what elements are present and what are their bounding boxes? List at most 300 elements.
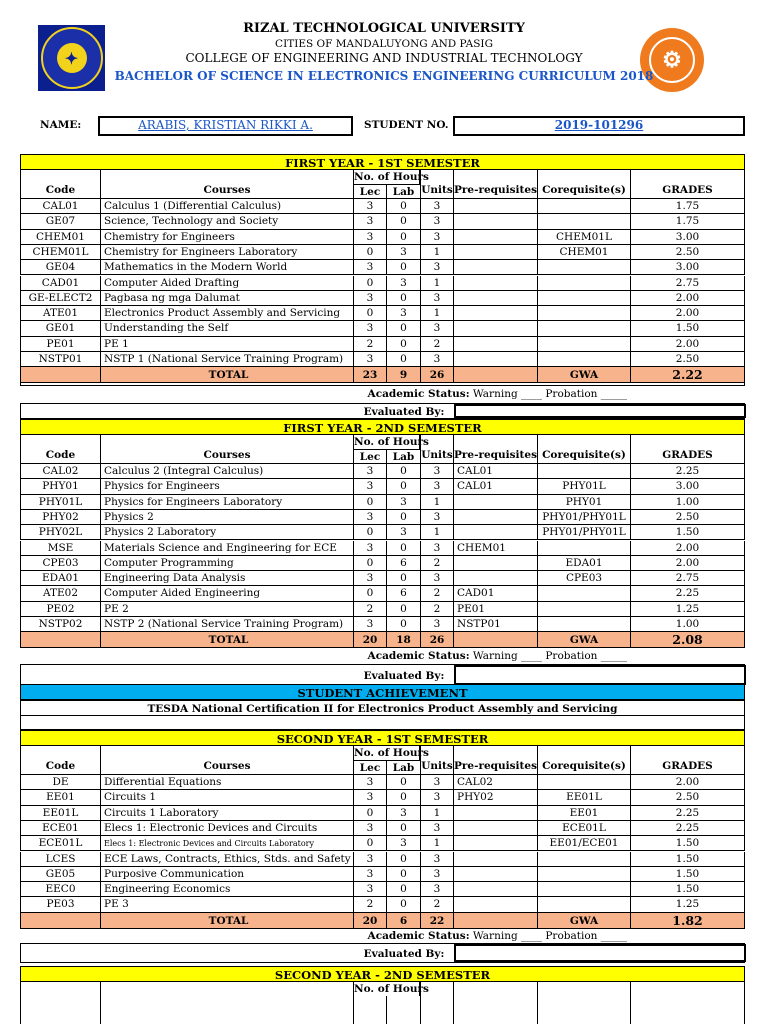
grade-cell: 2.00 (630, 541, 745, 555)
lab-cell: 0 (386, 617, 420, 631)
units-cell: 3 (420, 291, 453, 305)
total-units: 26 (420, 367, 453, 382)
lab-cell: 3 (386, 525, 420, 539)
lec-cell: 2 (353, 337, 386, 351)
evaluator-signature-box (454, 404, 746, 418)
course-title-cell: PE 1 (100, 337, 353, 351)
prereq-cell: CAL02 (453, 775, 537, 789)
course-row (20, 556, 745, 571)
lec-cell: 3 (353, 821, 386, 835)
grade-cell: 1.00 (630, 617, 745, 631)
course-row (20, 260, 745, 275)
coreq-cell (537, 214, 630, 228)
code-cell: NSTP02 (20, 617, 100, 631)
lec-cell: 3 (353, 510, 386, 524)
lab-cell: 0 (386, 464, 420, 478)
status-label: Academic Status: (367, 388, 470, 401)
units-cell: 2 (420, 556, 453, 570)
semester-bar: FIRST YEAR - 2ND SEMESTER (20, 419, 745, 435)
grade-cell: 1.50 (630, 525, 745, 539)
col-header-courses: Courses (100, 170, 353, 198)
course-title-cell: Physics for Engineers Laboratory (100, 495, 353, 509)
semester-bar: FIRST YEAR - 1ST SEMESTER (20, 154, 745, 170)
coreq-cell: PHY01/PHY01L (537, 510, 630, 524)
code-cell: CAL01 (20, 199, 100, 213)
total-blank2 (453, 913, 537, 928)
grade-cell: 2.50 (630, 510, 745, 524)
total-lab: 6 (386, 913, 420, 928)
lab-cell: 6 (386, 586, 420, 600)
lec-cell: 2 (353, 602, 386, 616)
coreq-cell (537, 276, 630, 290)
column-header-row (20, 982, 745, 1024)
course-row (20, 214, 745, 229)
col-header-grades: GRADES (630, 746, 745, 774)
code-cell: EE01 (20, 790, 100, 804)
total-blank2 (453, 367, 537, 382)
code-cell: PE03 (20, 897, 100, 911)
prereq-cell (453, 245, 537, 259)
prereq-cell: CAD01 (453, 586, 537, 600)
code-cell: EDA01 (20, 571, 100, 585)
units-cell: 3 (420, 214, 453, 228)
course-title-cell: NSTP 1 (National Service Training Program) (100, 352, 353, 366)
total-row (20, 367, 745, 383)
total-lab: 9 (386, 367, 420, 382)
prereq-cell: PE01 (453, 602, 537, 616)
units-cell: 3 (420, 617, 453, 631)
prereq-cell (453, 806, 537, 820)
grade-cell: 2.25 (630, 586, 745, 600)
prereq-cell (453, 821, 537, 835)
coreq-cell: EE01 (537, 806, 630, 820)
col-header-coreq: Corequisite(s) (537, 746, 630, 774)
lec-cell: 3 (353, 617, 386, 631)
status-options: Warning ____ Probation _____ (469, 929, 627, 942)
prereq-cell (453, 495, 537, 509)
lab-cell: 0 (386, 230, 420, 244)
lec-cell: 2 (353, 897, 386, 911)
achievement-bar: STUDENT ACHIEVEMENT (20, 684, 745, 700)
lec-cell: 3 (353, 571, 386, 585)
col-header-prereq: Pre-requisites (453, 170, 537, 198)
course-title-cell: Mathematics in the Modern World (100, 260, 353, 274)
lec-cell: 0 (353, 306, 386, 320)
coreq-cell (537, 867, 630, 881)
col-header-lec: Lec (353, 184, 386, 199)
units-cell: 2 (420, 897, 453, 911)
course-row (20, 245, 745, 260)
status-options: Warning ____ Probation _____ (469, 650, 627, 663)
total-lec: 23 (353, 367, 386, 382)
units-cell: 1 (420, 306, 453, 320)
lec-cell: 3 (353, 291, 386, 305)
column-header-row (20, 170, 745, 199)
units-cell: 2 (420, 602, 453, 616)
coreq-cell: CHEM01L (537, 230, 630, 244)
coreq-cell: CPE03 (537, 571, 630, 585)
semester-bar: SECOND YEAR - 2ND SEMESTER (20, 966, 745, 982)
total-units: 26 (420, 632, 453, 647)
lab-cell: 0 (386, 541, 420, 555)
lab-cell: 0 (386, 260, 420, 274)
course-row (20, 352, 745, 367)
course-title-cell: Purposive Communication (100, 867, 353, 881)
evaluated-by-label: Evaluated By: (363, 670, 445, 683)
coreq-cell: ECE01L (537, 821, 630, 835)
coreq-cell: CHEM01 (537, 245, 630, 259)
col-header-hours: No. of Hours (354, 171, 429, 183)
lec-cell: 3 (353, 541, 386, 555)
coreq-cell (537, 775, 630, 789)
units-cell: 1 (420, 806, 453, 820)
grade-cell: 1.50 (630, 321, 745, 335)
course-title-cell: Chemistry for Engineers Laboratory (100, 245, 353, 259)
col-header-hours: No. of Hours (354, 436, 429, 448)
prereq-cell (453, 306, 537, 320)
column-header-row (20, 746, 745, 775)
lab-cell: 0 (386, 602, 420, 616)
lab-cell: 0 (386, 321, 420, 335)
name-label: NAME: (40, 119, 82, 131)
units-cell: 3 (420, 464, 453, 478)
column-header-row (20, 435, 745, 464)
prereq-cell (453, 882, 537, 896)
coreq-cell (537, 352, 630, 366)
course-row (20, 337, 745, 352)
col-header-units: Units (420, 746, 453, 774)
program-title: BACHELOR OF SCIENCE IN ELECTRONICS ENGINEERING CURRICULUM 2018 (114, 69, 654, 83)
lec-cell: 0 (353, 806, 386, 820)
col-header-courses: Courses (100, 746, 353, 774)
col-header-prereq: Pre-requisites (453, 746, 537, 774)
college-logo: ⚙ (640, 28, 704, 92)
lab-cell: 0 (386, 852, 420, 866)
coreq-cell (537, 464, 630, 478)
academic-status (20, 648, 745, 664)
evaluator-signature-box (454, 944, 746, 962)
student-no-label: STUDENT NO. (364, 119, 449, 131)
lab-cell: 0 (386, 882, 420, 896)
col-header-lec: Lec (353, 449, 386, 464)
code-cell: PHY01 (20, 479, 100, 493)
code-cell: CHEM01 (20, 230, 100, 244)
course-title-cell: Calculus 2 (Integral Calculus) (100, 464, 353, 478)
lab-cell: 0 (386, 214, 420, 228)
coreq-cell (537, 541, 630, 555)
col-divider (537, 982, 630, 1024)
code-cell: PE02 (20, 602, 100, 616)
semester-bar: SECOND YEAR - 1ST SEMESTER (20, 730, 745, 746)
prereq-cell (453, 510, 537, 524)
col-divider (20, 982, 100, 1024)
lab-cell: 3 (386, 306, 420, 320)
lec-cell: 3 (353, 852, 386, 866)
units-cell: 1 (420, 276, 453, 290)
units-cell: 3 (420, 790, 453, 804)
course-title-cell: Elecs 1: Electronic Devices and Circuits Laboratory (100, 836, 353, 850)
col-header-prereq: Pre-requisites (453, 435, 537, 463)
lec-cell: 3 (353, 790, 386, 804)
prereq-cell (453, 897, 537, 911)
units-cell: 3 (420, 541, 453, 555)
units-cell: 3 (420, 321, 453, 335)
prereq-cell: CHEM01 (453, 541, 537, 555)
coreq-cell (537, 617, 630, 631)
course-row (20, 571, 745, 586)
evaluated-row (20, 403, 745, 419)
units-cell: 3 (420, 230, 453, 244)
prereq-cell (453, 556, 537, 570)
gwa-label: GWA (537, 913, 630, 928)
col-header-hours: No. of Hours (354, 983, 429, 995)
lec-cell: 3 (353, 214, 386, 228)
course-title-cell: Calculus 1 (Differential Calculus) (100, 199, 353, 213)
lec-cell: 3 (353, 230, 386, 244)
gwa-value: 2.08 (630, 632, 745, 647)
course-row (20, 541, 745, 556)
units-cell: 1 (420, 495, 453, 509)
coreq-cell: PHY01/PHY01L (537, 525, 630, 539)
evaluated-row (20, 943, 745, 963)
lab-cell: 0 (386, 867, 420, 881)
col-header-code: Code (20, 746, 100, 774)
course-row (20, 479, 745, 494)
course-row (20, 464, 745, 479)
course-title-cell: Science, Technology and Society (100, 214, 353, 228)
course-title-cell: Circuits 1 Laboratory (100, 806, 353, 820)
grade-cell: 3.00 (630, 260, 745, 274)
course-row (20, 306, 745, 321)
gwa-label: GWA (537, 367, 630, 382)
grade-cell: 3.00 (630, 230, 745, 244)
col-header-hours: No. of Hours (354, 747, 429, 759)
prereq-cell (453, 260, 537, 274)
course-title-cell: Circuits 1 (100, 790, 353, 804)
total-blank (20, 913, 100, 928)
code-cell: GE-ELECT2 (20, 291, 100, 305)
course-row (20, 199, 745, 214)
course-row (20, 586, 745, 601)
prereq-cell (453, 867, 537, 881)
units-cell: 2 (420, 337, 453, 351)
lab-cell: 3 (386, 245, 420, 259)
total-label: TOTAL (100, 632, 353, 647)
grade-cell: 2.75 (630, 571, 745, 585)
prereq-cell (453, 276, 537, 290)
col-header-courses: Courses (100, 435, 353, 463)
grade-cell: 1.75 (630, 214, 745, 228)
code-cell: CHEM01L (20, 245, 100, 259)
status-label: Academic Status: (367, 650, 470, 663)
total-blank (20, 632, 100, 647)
spacer-row (20, 716, 745, 730)
university-name: RIZAL TECHNOLOGICAL UNIVERSITY (243, 21, 525, 36)
course-row (20, 276, 745, 291)
code-cell: CAL02 (20, 464, 100, 478)
coreq-cell (537, 897, 630, 911)
col-divider (100, 982, 353, 1024)
lec-cell: 0 (353, 836, 386, 850)
course-title-cell: Pagbasa ng mga Dalumat (100, 291, 353, 305)
code-cell: PE01 (20, 337, 100, 351)
total-blank2 (453, 632, 537, 647)
grade-cell: 2.25 (630, 821, 745, 835)
evaluated-by-label: Evaluated By: (363, 947, 445, 960)
coreq-cell: EDA01 (537, 556, 630, 570)
course-row (20, 321, 745, 336)
course-row (20, 806, 745, 821)
course-title-cell: NSTP 2 (National Service Training Program) (100, 617, 353, 631)
total-row (20, 913, 745, 929)
gwa-value: 2.22 (630, 367, 745, 382)
course-title-cell: Elecs 1: Electronic Devices and Circuits (100, 821, 353, 835)
code-cell: PHY02L (20, 525, 100, 539)
col-header-grades: GRADES (630, 170, 745, 198)
units-cell: 1 (420, 525, 453, 539)
lec-cell: 0 (353, 525, 386, 539)
grade-cell: 1.25 (630, 897, 745, 911)
code-cell: NSTP01 (20, 352, 100, 366)
lec-cell: 3 (353, 352, 386, 366)
total-blank (20, 367, 100, 382)
coreq-cell (537, 882, 630, 896)
coreq-cell (537, 291, 630, 305)
units-cell: 3 (420, 352, 453, 366)
course-title-cell: Materials Science and Engineering for ECE (100, 541, 353, 555)
prereq-cell (453, 291, 537, 305)
lab-cell: 0 (386, 291, 420, 305)
units-cell: 3 (420, 821, 453, 835)
units-cell: 3 (420, 479, 453, 493)
course-row (20, 291, 745, 306)
code-cell: EEC0 (20, 882, 100, 896)
course-title-cell: ECE Laws, Contracts, Ethics, Stds. and Safety (100, 852, 353, 866)
course-row (20, 602, 745, 617)
code-cell: MSE (20, 541, 100, 555)
prereq-cell: PHY02 (453, 790, 537, 804)
course-title-cell: Physics 2 (100, 510, 353, 524)
col-divider (453, 982, 537, 1024)
coreq-cell (537, 199, 630, 213)
course-row (20, 510, 745, 525)
grade-cell: 3.00 (630, 479, 745, 493)
units-cell: 3 (420, 775, 453, 789)
code-cell: PHY02 (20, 510, 100, 524)
coreq-cell (537, 586, 630, 600)
lec-cell: 0 (353, 276, 386, 290)
units-cell: 3 (420, 199, 453, 213)
coreq-cell (537, 306, 630, 320)
grade-cell: 2.00 (630, 556, 745, 570)
course-row (20, 230, 745, 245)
lab-cell: 0 (386, 790, 420, 804)
lab-cell: 3 (386, 495, 420, 509)
course-row (20, 790, 745, 805)
lab-cell: 0 (386, 571, 420, 585)
code-cell: GE01 (20, 321, 100, 335)
lec-cell: 3 (353, 775, 386, 789)
prereq-cell (453, 230, 537, 244)
lab-cell: 0 (386, 199, 420, 213)
grade-cell: 2.50 (630, 790, 745, 804)
total-units: 22 (420, 913, 453, 928)
units-cell: 2 (420, 586, 453, 600)
lab-cell: 6 (386, 556, 420, 570)
grade-cell: 2.50 (630, 245, 745, 259)
total-row (20, 632, 745, 648)
student-number: 2019-101296 (453, 116, 745, 136)
course-row (20, 852, 745, 867)
lab-cell: 0 (386, 775, 420, 789)
academic-status (20, 386, 745, 403)
grade-cell: 1.50 (630, 867, 745, 881)
lec-cell: 3 (353, 867, 386, 881)
col-header-coreq: Corequisite(s) (537, 435, 630, 463)
col-header-lab: Lab (386, 449, 420, 464)
coreq-cell: EE01/ECE01 (537, 836, 630, 850)
lab-cell: 0 (386, 510, 420, 524)
grade-cell: 2.00 (630, 775, 745, 789)
total-lab: 18 (386, 632, 420, 647)
lab-cell: 0 (386, 337, 420, 351)
coreq-cell (537, 260, 630, 274)
units-cell: 3 (420, 867, 453, 881)
prereq-cell (453, 571, 537, 585)
course-row (20, 882, 745, 897)
code-cell: DE (20, 775, 100, 789)
total-lec: 20 (353, 913, 386, 928)
code-cell: CPE03 (20, 556, 100, 570)
grade-cell: 1.00 (630, 495, 745, 509)
prereq-cell (453, 836, 537, 850)
lab-cell: 0 (386, 479, 420, 493)
course-title-cell: Physics for Engineers (100, 479, 353, 493)
status-options: Warning ____ Probation _____ (469, 388, 627, 401)
evaluator-signature-box (454, 665, 746, 685)
lec-cell: 3 (353, 479, 386, 493)
lec-cell: 3 (353, 882, 386, 896)
code-cell: CAD01 (20, 276, 100, 290)
lab-cell: 3 (386, 276, 420, 290)
prereq-cell (453, 525, 537, 539)
course-title-cell: Computer Aided Drafting (100, 276, 353, 290)
course-row (20, 821, 745, 836)
coreq-cell: EE01L (537, 790, 630, 804)
coreq-cell (537, 602, 630, 616)
status-label: Academic Status: (367, 929, 470, 942)
grade-cell: 2.50 (630, 352, 745, 366)
course-title-cell: Engineering Economics (100, 882, 353, 896)
lec-cell: 3 (353, 199, 386, 213)
code-cell: GE05 (20, 867, 100, 881)
prereq-cell: NSTP01 (453, 617, 537, 631)
course-title-cell: Computer Aided Engineering (100, 586, 353, 600)
col-divider (630, 982, 745, 1024)
col-header-lec: Lec (353, 760, 386, 775)
code-cell: ECE01 (20, 821, 100, 835)
col-header-coreq: Corequisite(s) (537, 170, 630, 198)
university-seal-logo: ✦ (38, 25, 105, 91)
course-title-cell: Differential Equations (100, 775, 353, 789)
grade-cell: 2.00 (630, 306, 745, 320)
grade-cell: 2.75 (630, 276, 745, 290)
units-cell: 3 (420, 510, 453, 524)
course-row (20, 836, 745, 851)
course-title-cell: Engineering Data Analysis (100, 571, 353, 585)
coreq-cell (537, 852, 630, 866)
grade-cell: 2.25 (630, 464, 745, 478)
